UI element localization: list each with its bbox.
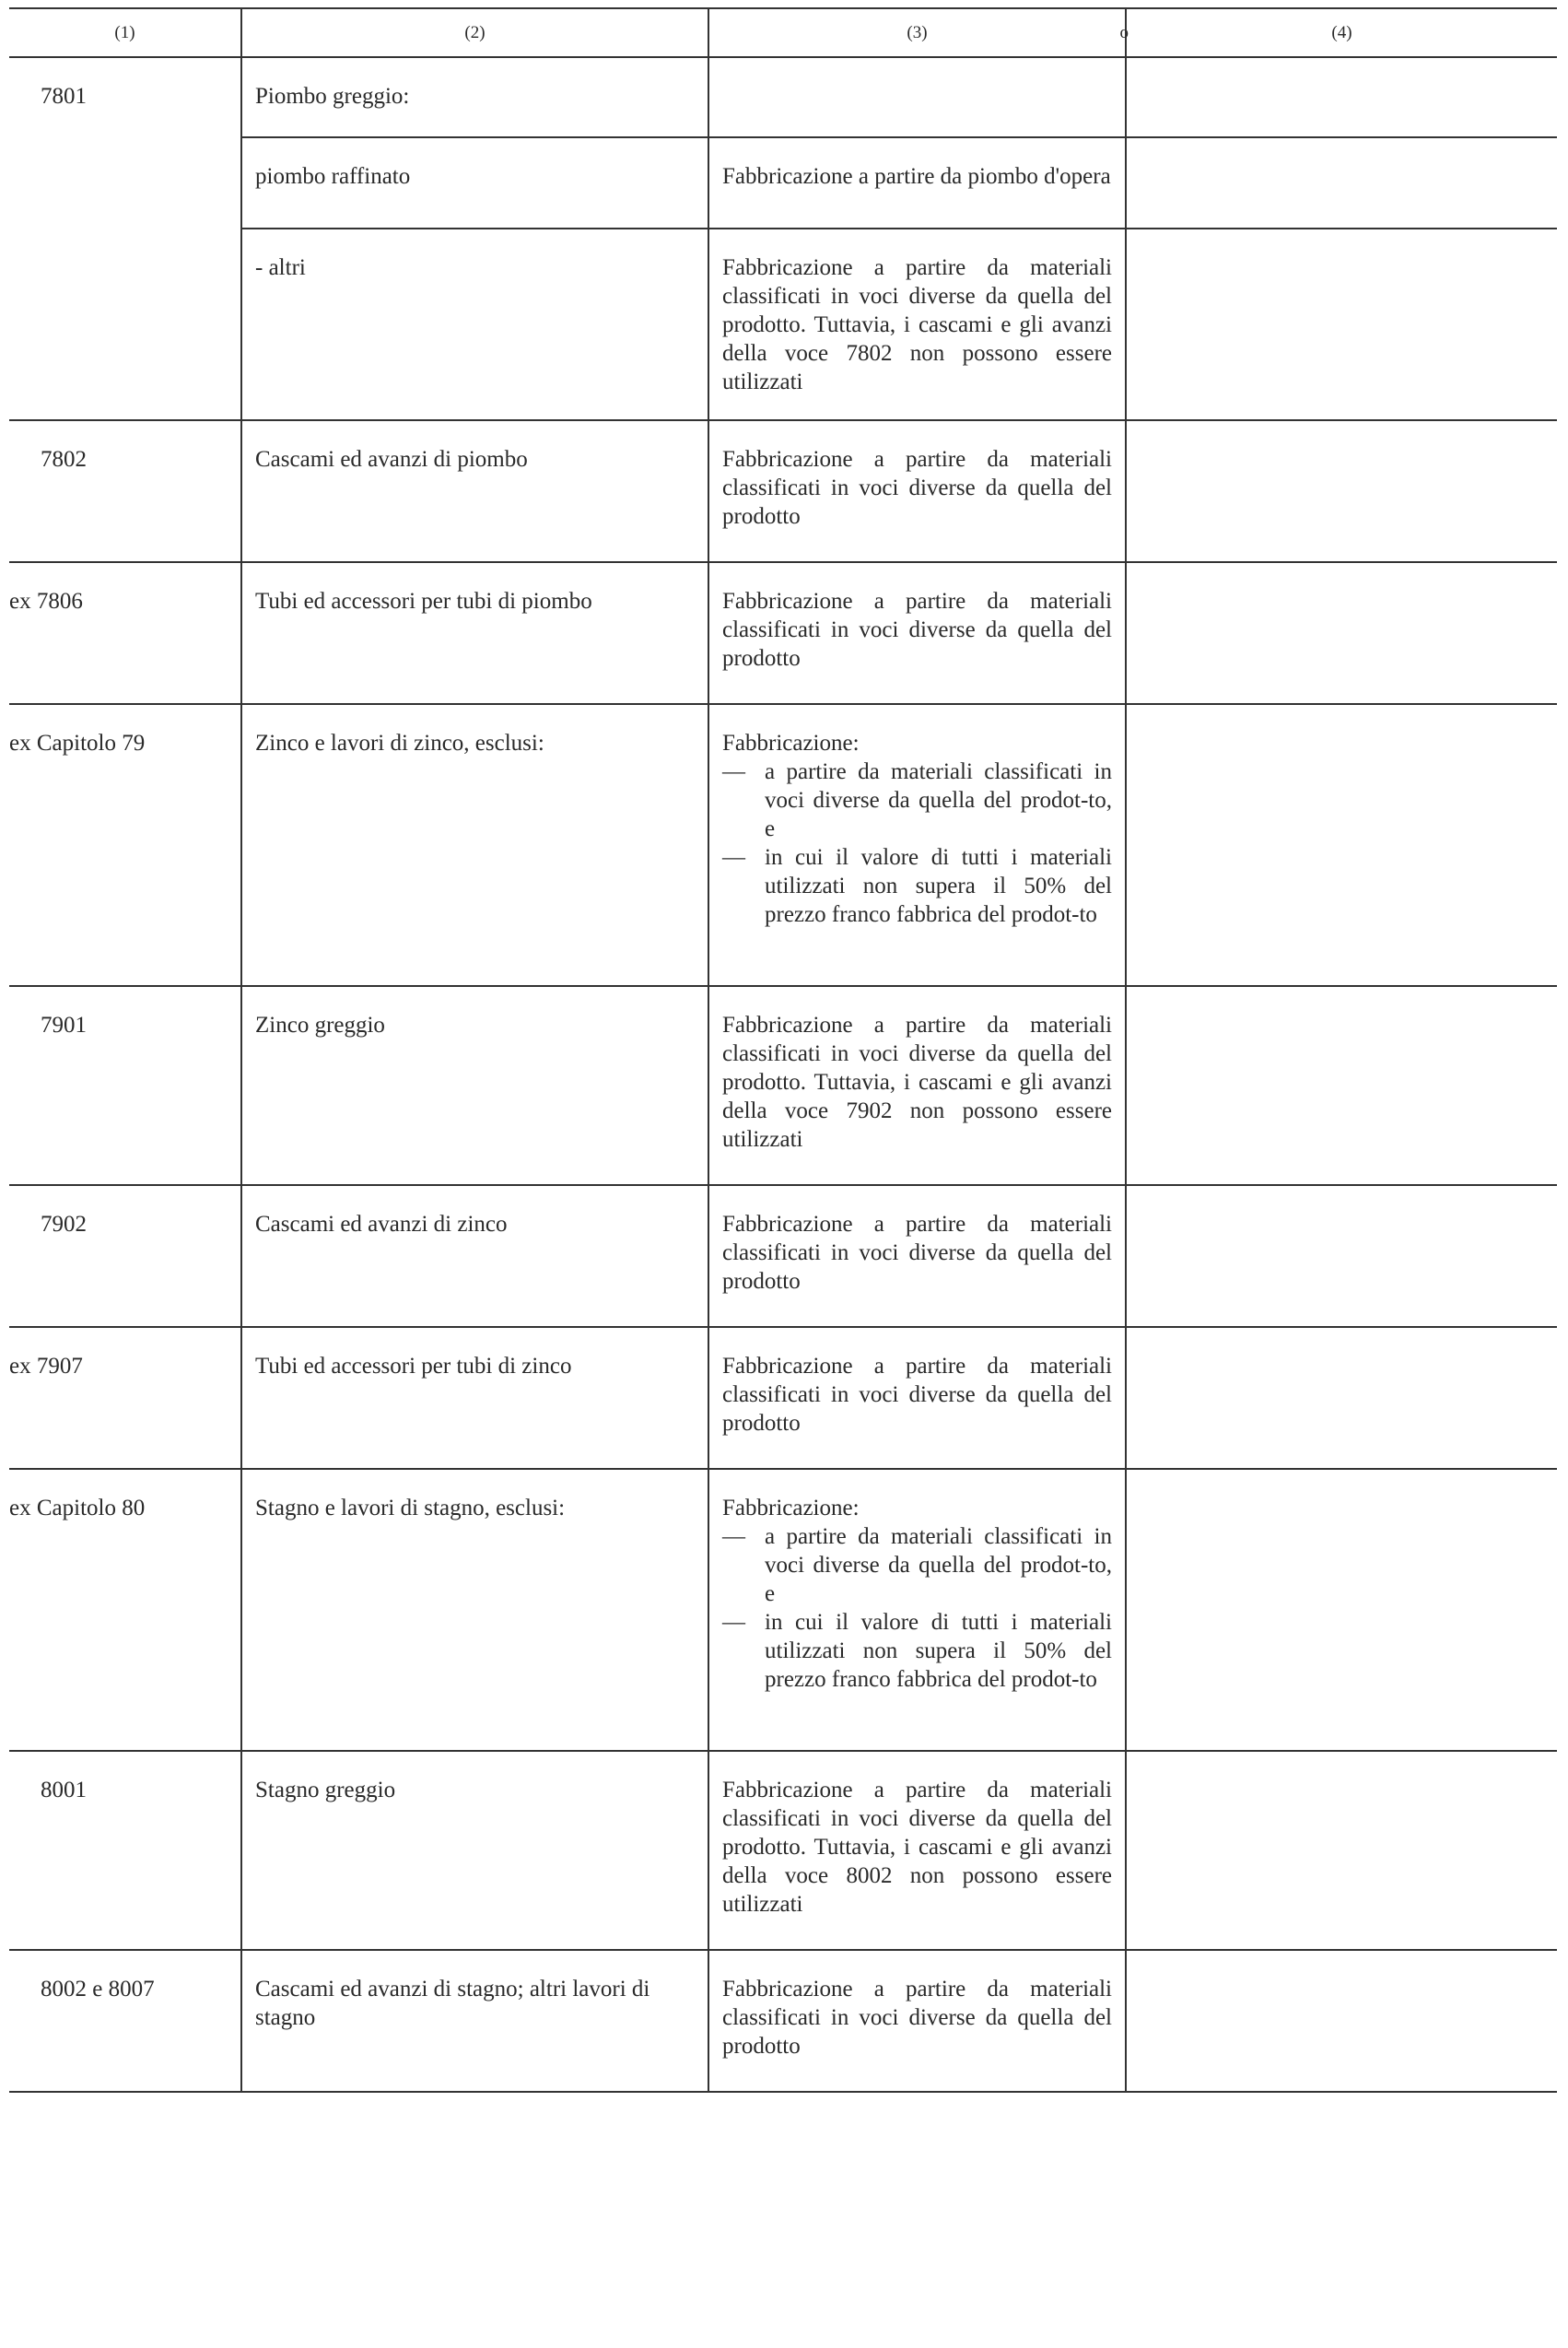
row-code: 7802 [9,420,241,562]
row-rule: Fabbricazione a partire da materiali classificati in voci diverse da quella del prodotto. Tuttavia, i cascami e gli avanzi della voce 7902 non possono essere utilizzati [708,986,1126,1185]
row-description: Cascami ed avanzi di piombo [241,420,708,562]
table-row [9,704,1557,986]
row-code: ex Capitolo 80 [9,1469,241,1751]
row-rule: Fabbricazione a partire da materiali classificati in voci diverse da quella del prodotto [708,1185,1126,1327]
rule-intro: Fabbricazione: [722,731,860,756]
row-rule: Fabbricazione a partire da materiali classificati in voci diverse da quella del prodotto. Tuttavia, i cascami e gli avanzi della voce 8002 non possono essere utilizzati [708,1751,1126,1950]
table-row [9,1751,1557,1950]
row-rule: Fabbricazione a partire da materiali classificati in voci diverse da quella del prodotto. Tuttavia, i cascami e gli avanzi della voce 7802 non possono essere utilizzati [708,229,1126,420]
document-page [9,7,1557,2093]
rule-condition: — in cui il valore di tutti i materiali utilizzati non supera il 50% del prezzo franco fabbrica del prodot-to [722,1608,1112,1694]
header-col3-label: (3) [907,22,928,42]
row-description: Piombo greggio: [241,57,708,137]
rule-condition: — a partire da materiali classificati in voci diverse da quella del prodot-to, e [722,1522,1112,1608]
row-code: 8001 [9,1751,241,1950]
table-row [9,1327,1557,1469]
origin-rules-table [9,7,1557,2093]
table-row [9,1469,1557,1751]
row-description: Cascami ed avanzi di zinco [241,1185,708,1327]
rule-condition: — in cui il valore di tutti i materiali utilizzati non supera il 50% del prezzo franco fabbrica del prodot-to [722,843,1112,929]
row-description: - altri [241,229,708,420]
row-code: 7901 [9,986,241,1185]
header-col4: (4) [1126,8,1557,57]
table-row [9,137,1557,229]
row-code: 7801 [9,57,241,420]
rule-conditions [722,757,1112,929]
table-body [9,57,1557,2092]
row-description: Cascami ed avanzi di stagno; altri lavori di stagno [241,1950,708,2092]
row-rule [708,57,1126,137]
row-code: ex 7806 [9,562,241,704]
header-col2: (2) [241,8,708,57]
row-rule: Fabbricazione a partire da materiali classificati in voci diverse da quella del prodotto [708,420,1126,562]
row-alt-rule [1126,1469,1557,1751]
table-row [9,1950,1557,2092]
row-code: 7902 [9,1185,241,1327]
header-col1: (1) [9,8,241,57]
row-rule: Fabbricazione a partire da piombo d'opera [708,137,1126,229]
table-row [9,562,1557,704]
row-alt-rule [1126,1751,1557,1950]
row-code: 8002 e 8007 [9,1950,241,2092]
header-connector: o [1119,23,1129,42]
row-code: ex 7907 [9,1327,241,1469]
row-rule: Fabbricazione a partire da materiali classificati in voci diverse da quella del prodotto [708,1950,1126,2092]
row-description: Tubi ed accessori per tubi di zinco [241,1327,708,1469]
row-alt-rule [1126,704,1557,986]
table-row [9,57,1557,137]
row-alt-rule [1126,420,1557,562]
row-alt-rule [1126,986,1557,1185]
row-rule [708,1469,1126,1751]
row-description: piombo raffinato [241,137,708,229]
rule-conditions [722,1522,1112,1694]
row-alt-rule [1126,229,1557,420]
row-alt-rule [1126,1185,1557,1327]
row-description: Zinco greggio [241,986,708,1185]
table-header [9,8,1557,57]
row-rule: Fabbricazione a partire da materiali classificati in voci diverse da quella del prodotto [708,562,1126,704]
row-alt-rule [1126,137,1557,229]
table-row [9,229,1557,420]
rule-intro: Fabbricazione: [722,1496,860,1520]
row-alt-rule [1126,1327,1557,1469]
row-description: Stagno greggio [241,1751,708,1950]
row-rule: Fabbricazione a partire da materiali classificati in voci diverse da quella del prodotto [708,1327,1126,1469]
rule-condition: — a partire da materiali classificati in voci diverse da quella del prodot-to, e [722,757,1112,843]
row-code: ex Capitolo 79 [9,704,241,986]
row-alt-rule [1126,1950,1557,2092]
row-alt-rule [1126,57,1557,137]
row-description: Zinco e lavori di zinco, esclusi: [241,704,708,986]
row-alt-rule [1126,562,1557,704]
header-col3 [708,8,1129,57]
row-description: Stagno e lavori di stagno, esclusi: [241,1469,708,1751]
row-description: Tubi ed accessori per tubi di piombo [241,562,708,704]
table-row [9,420,1557,562]
row-rule [708,704,1126,986]
table-row [9,1185,1557,1327]
table-row [9,986,1557,1185]
